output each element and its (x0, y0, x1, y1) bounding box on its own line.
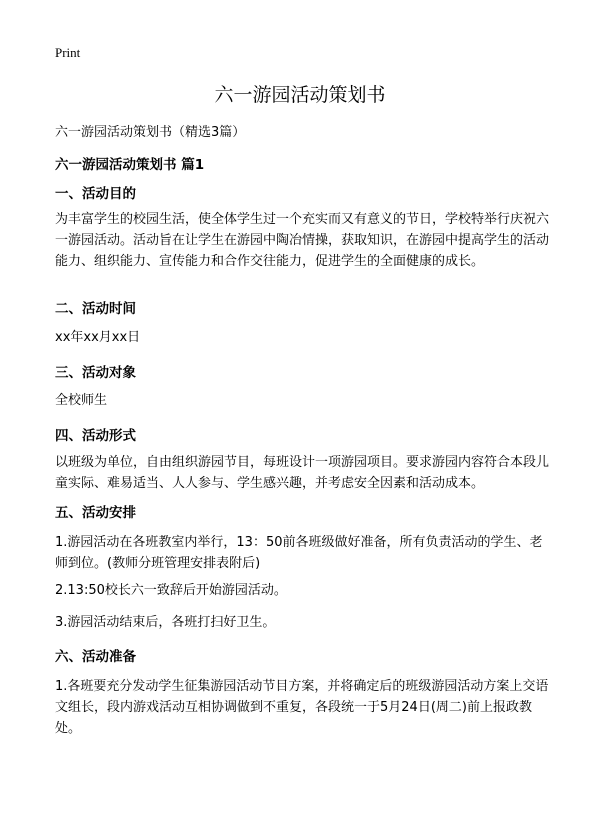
section-heading-time: 二、活动时间 (55, 301, 136, 317)
section-paragraph-purpose: 为丰富学生的校园生活，使全体学生过一个充实而又有意义的节日，学校特举行庆祝六一游园活动。活动旨在让学生在游园中陶冶情操，获取知识，在游园中提高学生的活动能力、组织能力、宣传能力和合作交往能力，促进学生的全面健康的成长。 (55, 212, 550, 269)
section-heading-audience: 三、活动对象 (55, 365, 136, 381)
section-heading-format: 四、活动形式 (55, 428, 136, 444)
section-heading-schedule: 五、活动安排 (55, 505, 136, 521)
section-paragraph-time: xx年xx月xx日 (55, 330, 141, 345)
article-heading: 六一游园活动策划书 篇1 (55, 157, 205, 173)
section-heading-preparation: 六、活动准备 (55, 649, 136, 665)
document-subtitle: 六一游园活动策划书（精选3篇） (55, 125, 246, 140)
section-heading-purpose: 一、活动目的 (55, 186, 136, 202)
section-paragraph-schedule-3: 3.游园活动结束后，各班打扫好卫生。 (55, 615, 276, 630)
section-paragraph-schedule-2: 2.13:50校长六一致辞后开始游园活动。 (55, 583, 287, 598)
section-paragraph-audience: 全校师生 (55, 393, 108, 408)
section-paragraph-format: 以班级为单位，自由组织游园节目，每班设计一项游园项目。要求游园内容符合本段儿童实际、难易适当、人人参与、学生感兴趣，并考虑安全因素和活动成本。 (55, 455, 550, 491)
document-title: 六一游园活动策划书 (214, 84, 386, 106)
section-paragraph-preparation-1: 1.各班要充分发动学生征集游园活动节目方案，并将确定后的班级游园活动方案上交语文组长，段内游戏活动互相协调做到不重复，各段统一于5月24日(周二)前上报政教处。 (55, 679, 549, 736)
section-paragraph-schedule-1: 1.游园活动在各班教室内举行，13：50前各班级做好准备，所有负责活动的学生、老师到位。(教师分班管理安排表附后) (55, 535, 543, 571)
print-link[interactable]: Print (55, 45, 81, 60)
